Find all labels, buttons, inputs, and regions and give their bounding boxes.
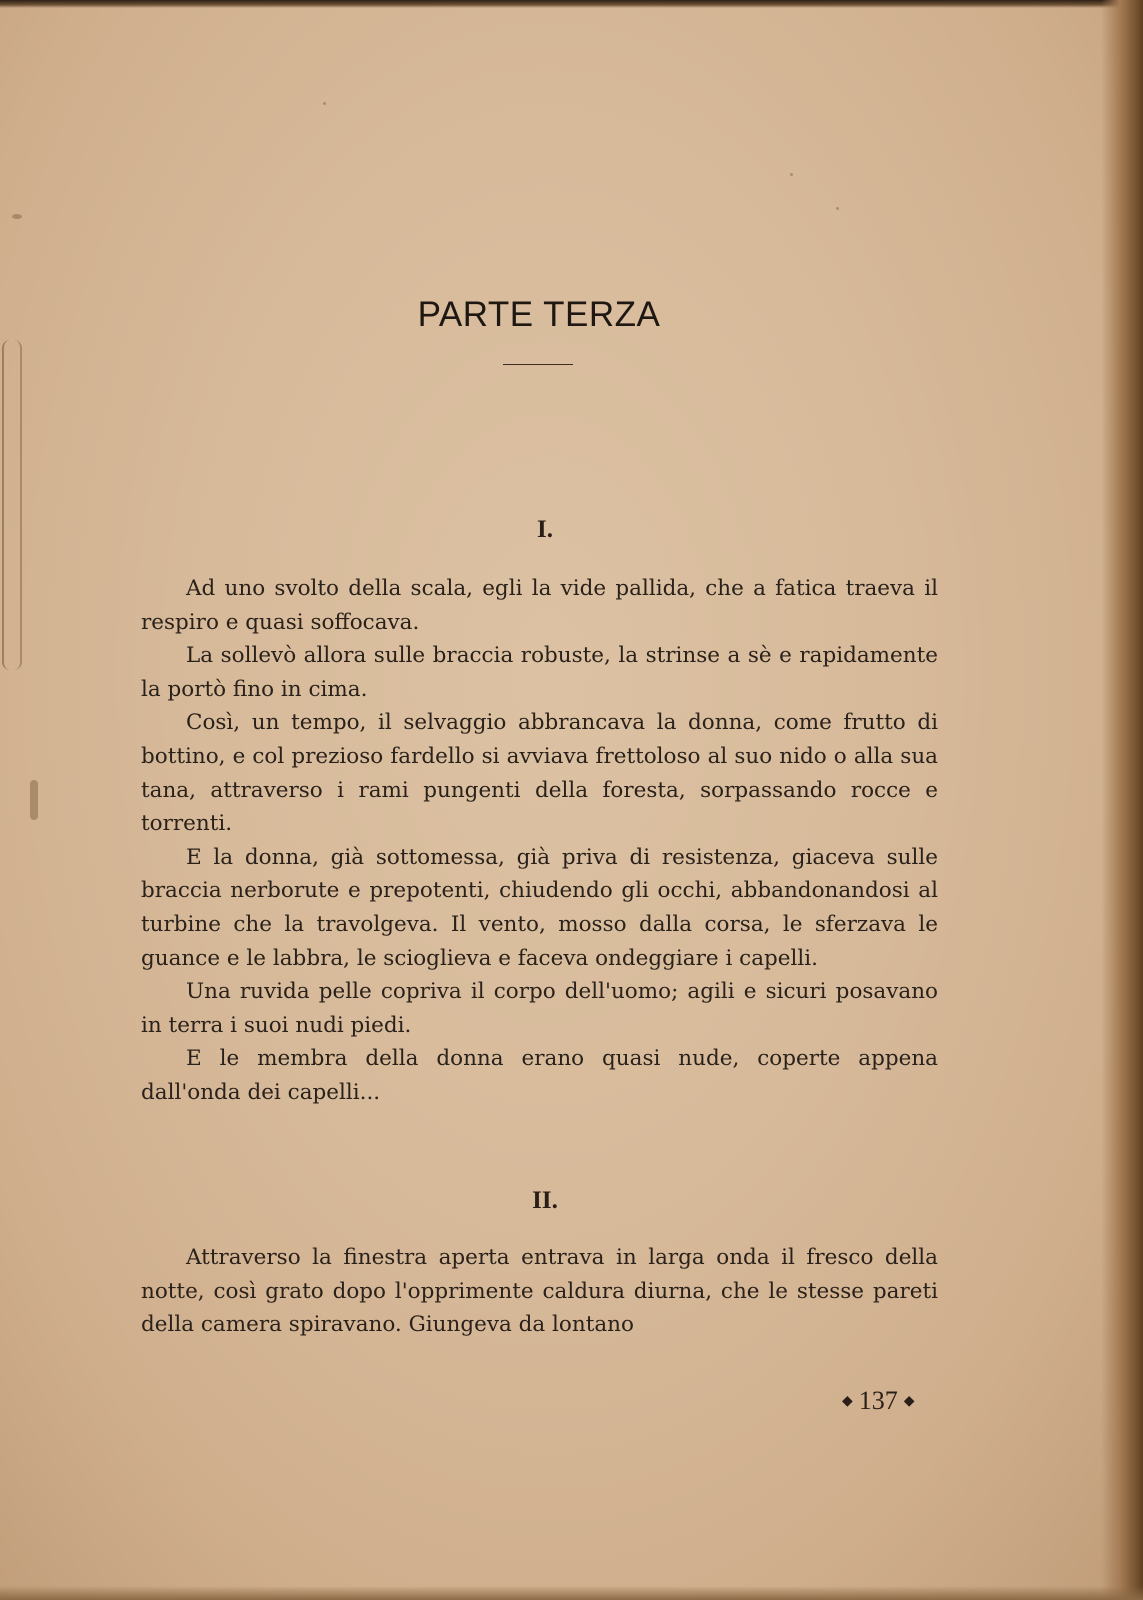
section-2-text (141, 1241, 938, 1342)
section-number: I. (537, 516, 553, 543)
page-top-edge (0, 0, 1143, 8)
diamond-ornament-right: ◆ (903, 1394, 915, 1409)
paragraph: E le membra della donna erano quasi nude, coperte appena dall'onda dei capelli... (141, 1046, 938, 1105)
paragraph: Ad uno svolto della scala, egli la vide pallida, che a fatica traeva il respiro e quasi soffocava. (141, 576, 938, 635)
paragraph: E la donna, già sottomessa, già priva di resistenza, giaceva sulle braccia nerborute e prepotenti, chiudendo gli occhi, abbandonandosi al turbine che la travolgeva. Il vento, mosso dalla corsa, le sferzava le guance e le labbra, le scioglieva e faceva ondeggiare i capelli. (141, 844, 938, 971)
foxing-spot (790, 173, 793, 176)
diamond-ornament-left: ◆ (842, 1394, 853, 1409)
section-1-text (141, 572, 938, 1110)
foxing-spot (323, 102, 326, 105)
page-bottom-edge (0, 1586, 1143, 1600)
paragraph: La sollevò allora sulle braccia robuste, la strinse a sè e rapidamente la portò fino in cima. (141, 643, 938, 702)
page-number-value: 137 (858, 1386, 898, 1415)
section-number: II. (532, 1187, 558, 1214)
paragraph: Una ruvida pelle copriva il corpo dell'uomo; agili e sicuri posavano in terra i suoi nudi piedi. (141, 979, 938, 1038)
page-right-edge (1101, 0, 1143, 1600)
foxing-spot (30, 780, 38, 820)
paragraph: Attraverso la finestra aperta entrava in larga onda il fresco della notte, così grato dopo l'opprimente caldura diurna, che le stesse pareti della camera spiravano. Giungeva da lontano (141, 1245, 938, 1338)
heading-rule (503, 364, 573, 365)
paragraph: Così, un tempo, il selvaggio abbrancava la donna, come frutto di bottino, e col prezioso fardello si avviava frettoloso al suo nido o alla sua tana, attraverso i rami pungenti della foresta, sorpassando rocce e torrenti. (141, 710, 938, 837)
page-number (836, 1386, 936, 1416)
part-heading: PARTE TERZA (417, 295, 661, 334)
binding-thread (2, 340, 22, 670)
foxing-spot (12, 214, 22, 219)
foxing-spot (836, 207, 839, 210)
